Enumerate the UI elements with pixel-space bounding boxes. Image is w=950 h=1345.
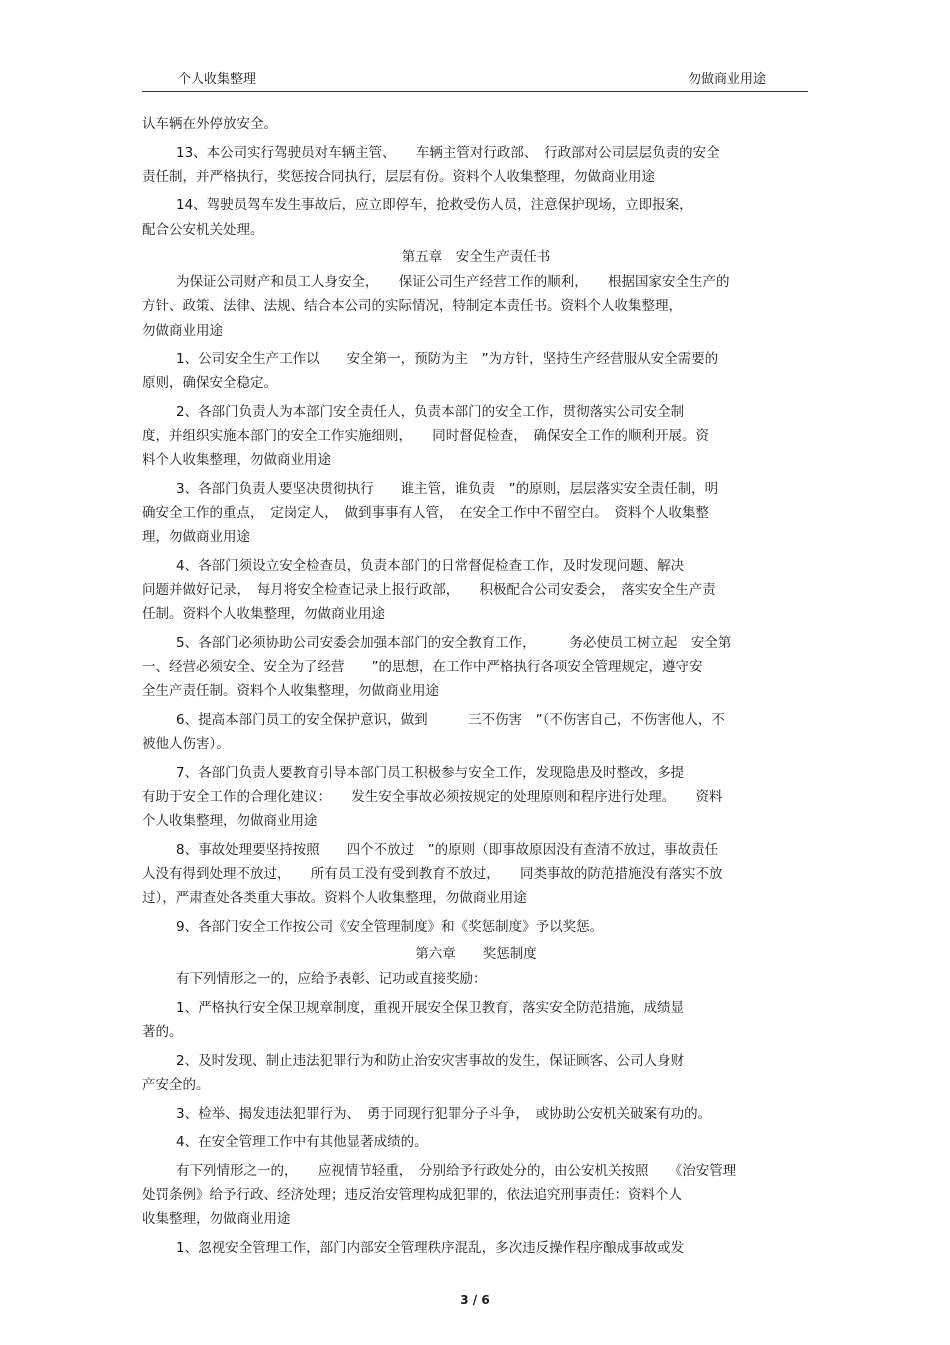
paragraph [142, 996, 810, 1044]
paragraph-line: 有助于安全工作的合理化建议： 发生安全事故必须按规定的处理原则和程序进行处理。 资料 [142, 788, 723, 805]
paragraph [142, 631, 810, 704]
paragraph-line: 理，勿做商业用途 [142, 529, 250, 546]
header-left-text: 个人收集整理 [178, 72, 257, 87]
paragraph-line: 5、各部门必须协助公司安委会加强本部门的安全教育工作， 务必使员工树立起 安全第 [176, 634, 732, 651]
paragraph-line: 配合公安机关处理。 [142, 221, 264, 238]
paragraph-line: 4、各部门须设立安全检查员，负责本部门的日常督促检查工作，及时发现问题、解决 [176, 557, 685, 574]
paragraph [142, 967, 810, 991]
paragraph [142, 347, 810, 395]
paragraph [142, 193, 810, 241]
paragraph-line: 勿做商业用途 [142, 322, 223, 339]
paragraph [142, 554, 810, 627]
paragraph [142, 270, 810, 343]
paragraph-line: 2、各部门负责人为本部门安全责任人，负责本部门的安全工作，贯彻落实公司安全制 [176, 403, 685, 420]
paragraph-line: 著的。 [142, 1024, 183, 1041]
paragraph-line: 全生产责任制。资料个人收集整理，勿做商业用途 [142, 683, 439, 700]
paragraph-line: 1、公司安全生产工作以 安全第一，预防为主 ”为方针，坚持生产经营服从安全需要的 [176, 351, 719, 368]
paragraph [142, 838, 810, 911]
paragraph-line: 6、提高本部门员工的安全保护意识，做到 三不伤害 ”（不伤害自己，不伤害他人，不 [176, 711, 725, 728]
paragraph-line: 责任制，并严格执行，奖惩按合同执行，层层有份。资料个人收集整理，勿做商业用途 [142, 168, 655, 185]
paragraph-line: 产安全的。 [142, 1076, 210, 1093]
paragraph [142, 477, 810, 550]
paragraph [142, 1236, 810, 1260]
paragraph [142, 400, 810, 473]
paragraph-line: 13、本公司实行驾驶员对车辆主管、 车辆主管对行政部、 行政部对公司层层负责的安全 [176, 144, 720, 161]
page-number: 3 / 6 [460, 1293, 490, 1307]
paragraph-line: 3、各部门负责人要坚决贯彻执行 谁主管，谁负责 ”的原则，层层落实安全责任制，明 [176, 480, 719, 497]
paragraph-line: 方针、政策、法律、法规、结合本公司的实际情况，特制定本责任书。资料个人收集整理， [142, 298, 682, 315]
paragraph-line: 个人收集整理，勿做商业用途 [142, 813, 318, 830]
paragraph [142, 1130, 810, 1154]
paragraph-line: 问题并做好记录， 每月将安全检查记录上报行政部， 积极配合公司安委会， 落实安全生产责 [142, 582, 716, 599]
paragraph-line: 处罚条例》给予行政、经济处理；违反治安管理构成犯罪的，依法追究刑事责任：资料个人 [142, 1186, 682, 1203]
paragraph [142, 1159, 810, 1232]
paragraph-line: 8、事故处理要坚持按照 四个不放过 ”的原则（即事故原因没有查清不放过，事故责任 [176, 841, 719, 858]
paragraph-line: 7、各部门负责人要教育引导本部门员工积极参与安全工作，发现隐患及时整改，多提 [176, 764, 685, 781]
paragraph-line: 料个人收集整理，勿做商业用途 [142, 452, 331, 469]
paragraph-line: 任制。资料个人收集整理，勿做商业用途 [142, 606, 385, 623]
paragraph-line: 一、经营必须安全、安全为了经营 ”的思想，在工作中严格执行各项安全管理规定，遵守安 [142, 659, 703, 676]
paragraph-line: 过），严肃查处各类重大事故。资料个人收集整理，勿做商业用途 [142, 890, 527, 907]
paragraph-line: 原则，确保安全稳定。 [142, 375, 277, 392]
paragraph-line: 14、驾驶员驾车发生事故后，应立即停车，抢救受伤人员，注意保护现场，立即报案， [176, 197, 693, 214]
paragraph-line: 2、及时发现、制止违法犯罪行为和防止治安灾害事故的发生，保证顾客、公司人身财 [176, 1052, 685, 1069]
paragraph [142, 141, 810, 189]
paragraph-line: 有下列情形之一的， 应视情节轻重， 分别给予行政处分的，由公安机关按照 《治安管理 [176, 1162, 737, 1179]
header-divider [142, 91, 808, 92]
paragraph-line: 有下列情形之一的，应给予表彰、记功或直接奖励： [176, 971, 487, 988]
paragraph [142, 761, 810, 834]
paragraph-line: 确安全工作的重点， 定岗定人， 做到事事有人管， 在安全工作中不留空白。 资料个人收集整 [142, 505, 709, 522]
paragraph [142, 708, 810, 756]
paragraph [142, 915, 810, 939]
paragraph-line: 为保证公司财产和员工人身安全， 保证公司生产经营工作的顺利， 根据国家安全生产的 [176, 274, 730, 291]
paragraph-line: 1、严格执行安全保卫规章制度，重视开展安全保卫教育，落实安全防范措施，成绩显 [176, 999, 685, 1016]
paragraph-line: 人没有得到处理不放过， 所有员工没有受到教育不放过， 同类事故的防范措施没有落实不放 [142, 865, 723, 882]
paragraph-line: 被他人伤害）。 [142, 736, 230, 753]
chapter-heading: 第六章 奖惩制度 [415, 946, 537, 963]
paragraph [142, 1049, 810, 1097]
chapter-heading: 第五章 安全生产责任书 [401, 249, 551, 266]
paragraph-line: 认车辆在外停放安全。 [142, 116, 277, 132]
paragraph [142, 112, 810, 136]
paragraph-line: 1、忽视安全管理工作，部门内部安全管理秩序混乱，多次违反操作程序酿成事故或发 [176, 1239, 685, 1256]
paragraph-line: 度，并组织实施本部门的安全工作实施细则， 同时督促检查， 确保安全工作的顺利开展。资 [142, 428, 709, 445]
paragraph-line: 4、在安全管理工作中有其他显著成绩的。 [176, 1134, 428, 1151]
paragraph-line: 3、检举、揭发违法犯罪行为、 勇于同现行犯罪分子斗争， 或协助公安机关破案有功的。 [176, 1105, 712, 1122]
header-right-text: 勿做商业用途 [688, 72, 767, 87]
paragraph [142, 1102, 810, 1126]
paragraph-line: 收集整理，勿做商业用途 [142, 1211, 291, 1228]
document-body [142, 112, 810, 1264]
paragraph-line: 9、各部门安全工作按公司《安全管理制度》和《奖惩制度》予以奖惩。 [176, 918, 604, 935]
